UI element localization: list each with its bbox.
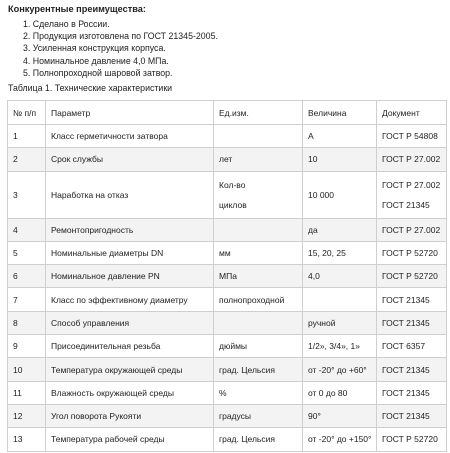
- row-unit: МПа: [214, 265, 303, 288]
- row-number: 11: [8, 381, 46, 404]
- row-parameter: Угол поворота Рукояти: [46, 404, 214, 427]
- row-unit: мм: [214, 241, 303, 264]
- column-header-parameter: Параметр: [46, 101, 214, 125]
- table-header-row: [8, 101, 447, 125]
- row-value: 10 000: [303, 171, 377, 218]
- row-parameter: Номинальные диаметры DN: [46, 241, 214, 264]
- table-row: [8, 428, 447, 451]
- table-caption: Таблица 1. Технические характеристики: [8, 83, 173, 93]
- row-value: от -20° до +150°: [303, 428, 377, 451]
- row-value: 1/2», 3/4», 1»: [303, 335, 377, 358]
- row-document-cell: [377, 171, 447, 218]
- row-number: 1: [8, 125, 46, 148]
- row-unit: %: [214, 381, 303, 404]
- row-unit: полнопроходной: [214, 288, 303, 311]
- row-document: ГОСТ Р 54808: [377, 125, 447, 148]
- table-row: [8, 311, 447, 334]
- row-value: [303, 288, 377, 311]
- advantages-heading: Конкурентные преимущества:: [8, 4, 146, 14]
- row-unit-line2: циклов: [219, 199, 247, 210]
- specs-table: [7, 100, 447, 452]
- row-parameter: Температура окружающей среды: [46, 358, 214, 381]
- row-parameter: Способ управления: [46, 311, 214, 334]
- row-document: ГОСТ 21345: [377, 381, 447, 404]
- table-row: [8, 241, 447, 264]
- row-document: ГОСТ Р 52720: [377, 428, 447, 451]
- row-document: ГОСТ Р 27.002: [382, 179, 441, 190]
- row-parameter: Влажность окружающей среды: [46, 381, 214, 404]
- row-value: от -20° до +60°: [303, 358, 377, 381]
- row-parameter: Наработка на отказ: [46, 171, 214, 218]
- row-unit: дюймы: [214, 335, 303, 358]
- row-unit: град. Цельсия: [214, 358, 303, 381]
- row-unit: лет: [214, 148, 303, 171]
- row-value: 10: [303, 148, 377, 171]
- row-number: 2: [8, 148, 46, 171]
- row-number: 9: [8, 335, 46, 358]
- advantage-item: 3. Усиленная конструкция корпуса.: [23, 43, 166, 54]
- row-value: ручной: [303, 311, 377, 334]
- table-row: [8, 335, 447, 358]
- table-row: [8, 358, 447, 381]
- table-row: [8, 288, 447, 311]
- row-number: 3: [8, 171, 46, 218]
- row-unit: град. Цельсия: [214, 428, 303, 451]
- row-number: 7: [8, 288, 46, 311]
- row-unit: градусы: [214, 404, 303, 427]
- column-header-value: Величина: [303, 101, 377, 125]
- row-document: ГОСТ 21345: [377, 288, 447, 311]
- row-value: 15, 20, 25: [303, 241, 377, 264]
- row-unit: Кол-во: [219, 179, 246, 190]
- row-document: ГОСТ 6357: [377, 335, 447, 358]
- row-parameter: Ремонтопригодность: [46, 218, 214, 241]
- row-parameter: Присоединительная резьба: [46, 335, 214, 358]
- row-value: от 0 до 80: [303, 381, 377, 404]
- row-parameter: Срок службы: [46, 148, 214, 171]
- table-row: [8, 171, 447, 218]
- row-document: ГОСТ Р 52720: [377, 265, 447, 288]
- table-row: [8, 148, 447, 171]
- row-parameter: Класс герметичности затвора: [46, 125, 214, 148]
- row-number: 13: [8, 428, 46, 451]
- row-document: ГОСТ Р 27.002: [377, 218, 447, 241]
- row-document-line2: ГОСТ 21345: [382, 199, 430, 210]
- advantage-item: 5. Полнопроходной шаровой затвор.: [23, 67, 173, 78]
- table-row: [8, 265, 447, 288]
- row-number: 6: [8, 265, 46, 288]
- row-value: А: [303, 125, 377, 148]
- advantage-item: 1. Сделано в России.: [23, 19, 110, 29]
- row-number: 4: [8, 218, 46, 241]
- row-unit-cell: [214, 171, 303, 218]
- column-header-unit: Ед.изм.: [214, 101, 303, 125]
- column-header-document: Документ: [377, 101, 447, 125]
- row-number: 10: [8, 358, 46, 381]
- row-unit: [214, 218, 303, 241]
- row-unit: [214, 125, 303, 148]
- row-document: ГОСТ 21345: [377, 311, 447, 334]
- column-header-number: № п/п: [8, 101, 46, 125]
- advantage-item: 2. Продукция изготовлена по ГОСТ 21345-2005.: [23, 31, 218, 42]
- table-row: [8, 404, 447, 427]
- row-value: да: [303, 218, 377, 241]
- advantage-item: 4. Номинальное давление 4,0 МПа.: [23, 55, 169, 66]
- row-document: ГОСТ 21345: [377, 404, 447, 427]
- row-number: 12: [8, 404, 46, 427]
- row-parameter: Номинальное давление PN: [46, 265, 214, 288]
- row-document: ГОСТ Р 52720: [377, 241, 447, 264]
- row-document: ГОСТ Р 27.002: [377, 148, 447, 171]
- advantages-list: [8, 18, 218, 79]
- row-parameter: Температура рабочей среды: [46, 428, 214, 451]
- table-row: [8, 381, 447, 404]
- table-row: [8, 125, 447, 148]
- row-value: 90°: [303, 404, 377, 427]
- row-value: 4,0: [303, 265, 377, 288]
- row-unit: [214, 311, 303, 334]
- row-number: 5: [8, 241, 46, 264]
- row-parameter: Класс по эффективному диаметру: [46, 288, 214, 311]
- row-document: ГОСТ 21345: [377, 358, 447, 381]
- row-number: 8: [8, 311, 46, 334]
- table-row: [8, 218, 447, 241]
